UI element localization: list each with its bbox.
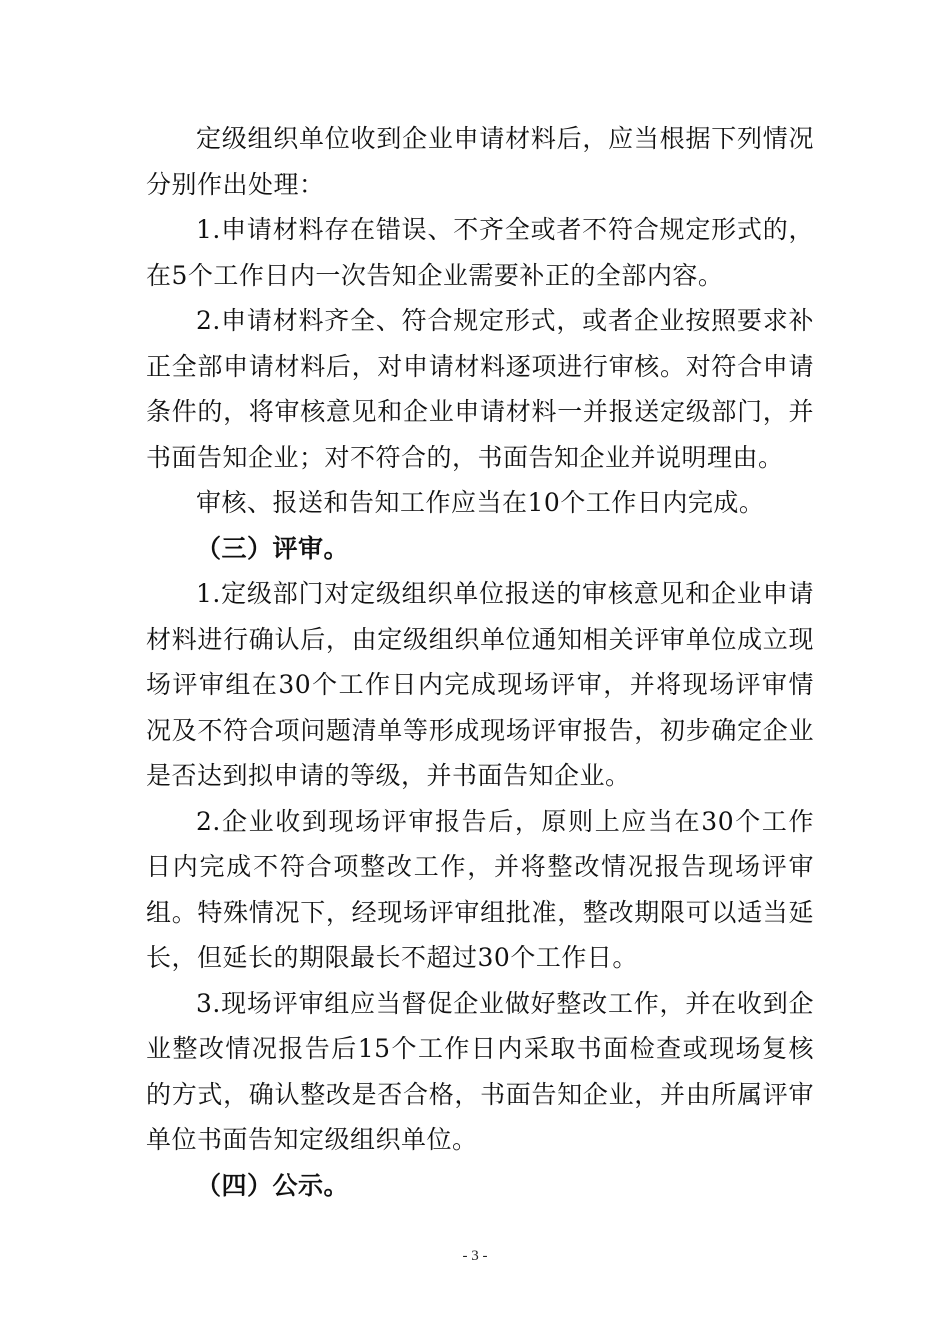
paragraph-evaluation-3: 3.现场评审组应当督促企业做好整改工作，并在收到企业整改情况报告后15个工作日内采取书面检查或现场复核的方式，确认整改是否合格，书面告知企业，并由所属评审单位书面告知定级组织单位。	[146, 988, 814, 1154]
paragraph-item-1: 1.申请材料存在错误、不齐全或者不符合规定形式的，在5个工作日内一次告知企业需要补正的全部内容。	[146, 215, 814, 290]
section-heading-publicity: （四）公示。	[196, 1170, 350, 1200]
page-number: - 3 -	[462, 1248, 488, 1264]
paragraph-evaluation-1: 1.定级部门对定级组织单位报送的审核意见和企业申请材料进行确认后，由定级组织单位通知相关评审单位成立现场评审组在30个工作日内完成现场评审，并将现场评审情况及不符合项问题清单等形成现场评审报告，初步确定企业是否达到拟申请的等级，并书面告知企业。	[146, 579, 814, 790]
paragraph-item-2: 2.申请材料齐全、符合规定形式，或者企业按照要求补正全部申请材料后，对申请材料逐项进行审核。对符合申请条件的，将审核意见和企业申请材料一并报送定级部门，并书面告知企业；对不符合的，书面告知企业并说明理由。	[146, 306, 814, 472]
paragraph-review-deadline: 审核、报送和告知工作应当在10个工作日内完成。	[196, 488, 765, 517]
section-heading-evaluation: （三）评审。	[196, 533, 350, 563]
paragraph-intro: 定级组织单位收到企业申请材料后，应当根据下列情况分别作出处理：	[146, 124, 814, 199]
document-body	[146, 116, 814, 1208]
paragraph-evaluation-2: 2.企业收到现场评审报告后，原则上应当在30个工作日内完成不符合项整改工作，并将整改情况报告现场评审组。特殊情况下，经现场评审组批准，整改期限可以适当延长，但延长的期限最长不超过30个工作日。	[146, 806, 814, 972]
